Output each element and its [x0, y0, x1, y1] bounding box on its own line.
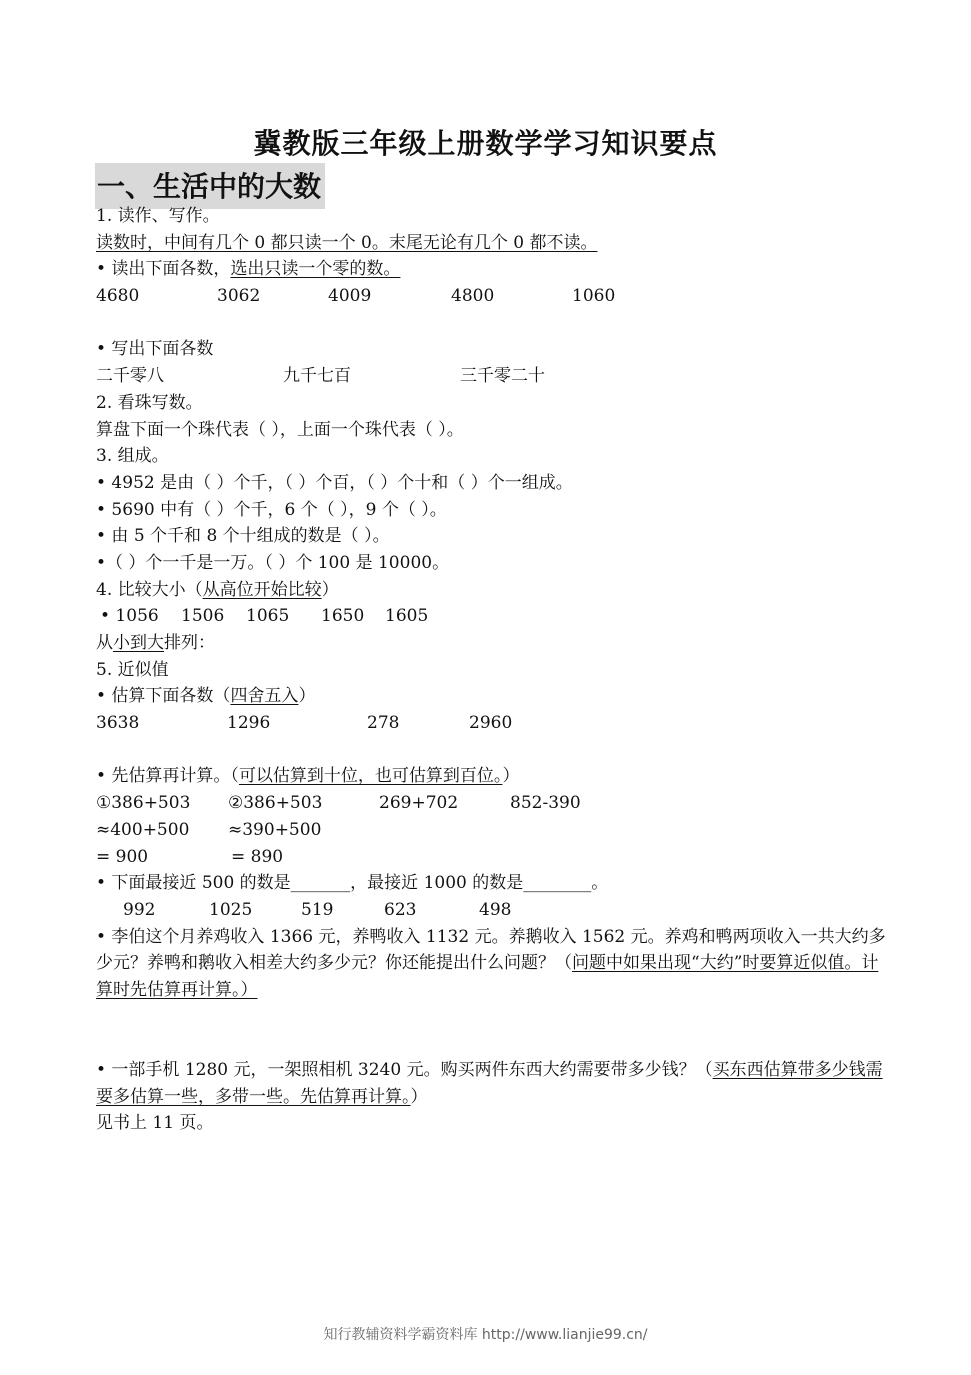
s5-task2: [96, 763, 886, 790]
choice-item: 519: [301, 899, 334, 920]
s1-task1: [96, 256, 886, 283]
s3-item-3: • 由 5 个千和 8 个十组成的数是（ ）。: [96, 526, 390, 547]
number-item: 1605: [385, 606, 429, 627]
calc-item: = 900: [96, 846, 149, 867]
calc-item: ≈390+500: [228, 819, 322, 840]
s5-task1-text: • 估算下面各数（: [96, 686, 231, 707]
choice-item: 1025: [209, 899, 253, 920]
number-item: 2960: [469, 713, 513, 734]
s5-task2-close: ）: [502, 766, 520, 787]
s4-order-text-end: 排列：: [164, 633, 215, 653]
s5-number-row: [96, 710, 886, 737]
word-item: 二千零八: [96, 366, 164, 387]
number-item: 4680: [96, 286, 140, 307]
problem-1-underlined: 问题中如果出现“大约”时要算近似值。计算时先估算再计算。）: [96, 953, 879, 1000]
number-item: 1650: [321, 606, 365, 627]
footer-watermark: 知行教辅资料学霸资料库 http://www.lianjie99.cn/: [323, 1327, 648, 1343]
number-item: 4009: [328, 286, 372, 307]
s4-order: [96, 630, 886, 657]
section-heading: 一、生活中的大数: [95, 163, 325, 209]
s3-item-1: • 4952 是由（ ）个千，（ ）个百，（ ）个十和（ ）个一组成。: [96, 472, 573, 493]
choice-item: 498: [479, 899, 512, 920]
number-item: 1065: [246, 606, 290, 627]
s5-nearest: • 下面最接近 500 的数是_______，最接近 1000 的数是________。: [96, 873, 609, 894]
s5-task1-close: ）: [298, 686, 316, 707]
s3-item-4: •（ ）个一千是一万。（ ）个 100 是 10000。: [96, 552, 450, 573]
problem-2-close: ）: [410, 1086, 428, 1107]
number-item: 278: [367, 713, 400, 734]
s5-problem-2: [96, 1057, 886, 1110]
number-item: 3638: [96, 713, 140, 734]
calc-row-2: [96, 817, 886, 844]
calc-item: ①386+503: [96, 793, 191, 814]
page-title: 冀教版三年级上册数学学习知识要点: [253, 127, 718, 160]
s5-task2-text: • 先估算再计算。（: [96, 766, 239, 787]
s4-number-row: [96, 603, 886, 630]
s4-order-text: 从: [96, 633, 113, 653]
number-item: 4800: [451, 286, 495, 307]
s1-task1-text: • 读出下面各数，: [96, 259, 231, 280]
see-book: 见书上 11 页。: [96, 1113, 214, 1134]
problem-1-text: • 李伯这个月养鸡收入 1366 元，养鸭收入 1132 元。养鹅收入 1562 元。养鸡和鸭两项收入一共大约多少元？养鸭和鹅收入相差大约多少元？你还能提出什么问题？（: [96, 926, 886, 974]
s3-item-2: • 5690 中有（ ）个千，6 个（ ），9 个（ ）。: [96, 499, 447, 520]
number-item: • 1056: [100, 606, 159, 627]
number-item: 1060: [572, 286, 616, 307]
document-body: [96, 203, 886, 1137]
calc-item: = 890: [231, 846, 284, 867]
s4-heading-close: ）: [321, 579, 339, 600]
calc-item: 852-390: [510, 793, 581, 814]
problem-2-text: • 一部手机 1280 元，一架照相机 3240 元。购买两件东西大约需要带多少钱？（: [96, 1060, 713, 1081]
number-item: 1506: [181, 606, 225, 627]
s5-task1: [96, 683, 886, 710]
calc-row-3: [96, 844, 886, 871]
calc-row-1: [96, 790, 886, 817]
choice-item: 992: [123, 899, 156, 920]
s3-heading: 3. 组成。: [96, 446, 169, 467]
s2-text: 算盘下面一个珠代表（ ），上面一个珠代表（ ）。: [96, 419, 464, 440]
s1-rule: 读数时，中间有几个 0 都只读一个 0。末尾无论有几个 0 都不读。: [96, 232, 598, 253]
word-item: 三千零二十: [460, 366, 545, 387]
s5-problem-1: [96, 924, 886, 1004]
s2-heading: 2. 看珠写数。: [96, 392, 203, 413]
s1-task1-underlined: 选出只读一个零的数。: [230, 259, 401, 280]
s5-task1-underlined: 四舍五入: [230, 686, 299, 707]
number-item: 3062: [217, 286, 261, 307]
s5-task2-underlined: 可以估算到十位，也可估算到百位。: [238, 766, 503, 787]
s4-heading-underlined: 从高位开始比较: [202, 579, 322, 600]
calc-item: 269+702: [379, 793, 459, 814]
calc-item: ②386+503: [228, 793, 323, 814]
problem-2-underlined: 买东西估算带多少钱需要多估算一些，多带一些。先估算再计算。: [96, 1060, 883, 1107]
s1-number-row: [96, 283, 886, 310]
s1-word-row: [96, 363, 886, 390]
number-item: 1296: [227, 713, 271, 734]
choice-item: 623: [384, 899, 417, 920]
s4-heading: [96, 577, 886, 604]
s4-order-underlined: 小到大: [113, 633, 164, 653]
s1-task2: • 写出下面各数: [96, 339, 214, 360]
s4-heading-text: 4. 比较大小（: [96, 579, 203, 600]
calc-item: ≈400+500: [96, 819, 190, 840]
s5-choice-row: [96, 897, 886, 924]
word-item: 九千七百: [283, 366, 351, 387]
s1-heading: 1. 读作、写作。: [96, 206, 220, 226]
s5-heading: 5. 近似值: [96, 659, 169, 680]
